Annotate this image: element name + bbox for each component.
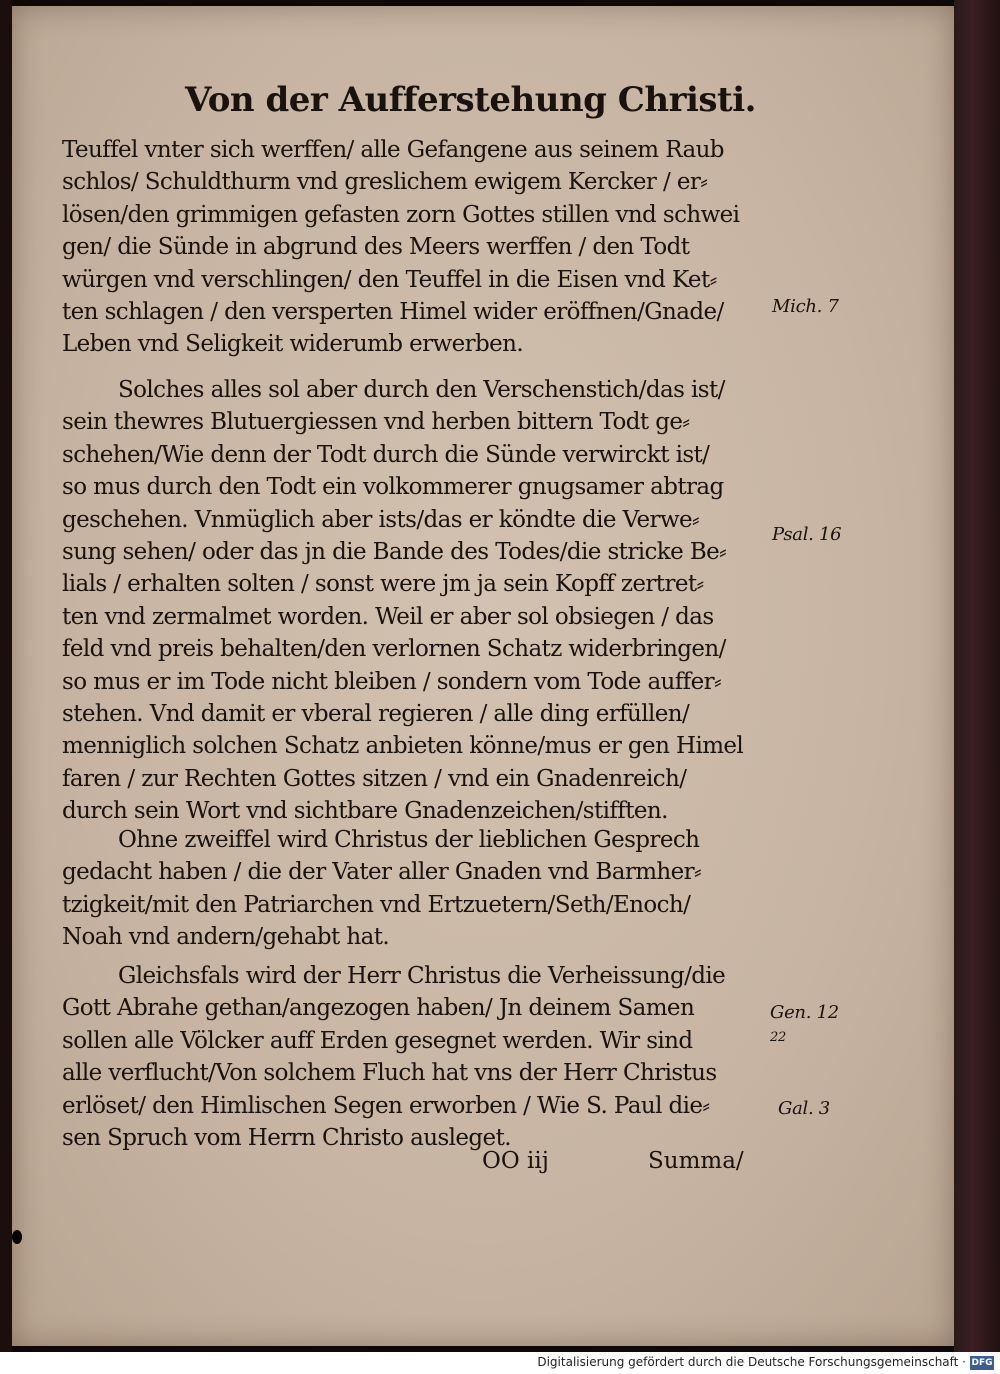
text-line: schehen/Wie denn der Todt durch die Sünde verwirckt ist/	[62, 441, 710, 468]
signature-mark: OO iij	[482, 1148, 549, 1174]
paragraph-3	[62, 824, 772, 954]
text-line: so mus durch den Todt ein volkommerer gnugsamer abtrag	[62, 474, 724, 501]
text-line: gedacht haben / die der Vater aller Gnaden vnd Barmher⸗	[62, 859, 702, 886]
text-line: gen/ die Sünde in abgrund des Meers werffen / den Todt	[62, 234, 690, 261]
text-line: Gleichsfals wird der Herr Christus die Verheissung/die	[118, 963, 726, 989]
text-line: menniglich solchen Schatz anbieten könne/mus er gen Himel	[62, 733, 744, 760]
text-line: so mus er im Tode nicht bleiben / sondern vom Tode auffer⸗	[62, 668, 722, 695]
page-heading: Von der Aufferstehung Christi.	[185, 80, 757, 120]
text-line: lials / erhalten solten / sonst were jm ja sein Kopff zertret⸗	[62, 571, 704, 598]
text-line: geschehen. Vnmüglich aber ists/das er köndte die Verwe⸗	[62, 506, 700, 533]
margin-note-gen: Gen. 12	[770, 1002, 839, 1023]
ink-blot	[12, 1230, 22, 1244]
text-line: lösen/den grimmigen gefasten zorn Gottes stillen vnd schwei	[62, 201, 740, 228]
text-line: stehen. Vnd damit er vberal regieren / alle ding erfüllen/	[62, 700, 690, 727]
paragraph-2	[62, 374, 772, 827]
text-line: Leben vnd Seligkeit widerumb erwerben.	[62, 331, 524, 358]
text-line: Solches alles sol aber durch den Verschenstich/das ist/	[118, 377, 725, 403]
text-line: Noah vnd andern/gehabt hat.	[62, 924, 390, 951]
text-line: alle verflucht/Von solchem Fluch hat vns der Herr Christus	[62, 1060, 717, 1087]
text-line: durch sein Wort vnd sichtbare Gnadenzeichen/stifften.	[62, 798, 668, 825]
text-line: tzigkeit/mit den Patriarchen vnd Ertzuetern/Seth/Enoch/	[62, 891, 691, 918]
paragraph-4	[62, 960, 772, 1154]
right-binding-edge	[954, 0, 1000, 1352]
text-line: sen Spruch vom Herrn Christo ausleget.	[62, 1124, 511, 1151]
text-line: würgen vnd verschlingen/ den Teuffel in die Eisen vnd Ket⸗	[62, 266, 717, 293]
text-line: ten schlagen / den versperten Himel wider eröffnen/Gnade/	[62, 298, 724, 325]
paragraph-1	[62, 134, 772, 361]
margin-note-mich: Mich. 7	[772, 296, 839, 317]
dfg-logo-icon: DFG	[971, 1358, 993, 1368]
margin-note-psal: Psal. 16	[772, 524, 842, 545]
text-line: feld vnd preis behalten/den verlornen Schatz widerbringen/	[62, 636, 726, 663]
text-line: sung sehen/ oder das jn die Bande des Todes/die stricke Be⸗	[62, 538, 727, 565]
text-line: Ohne zweiffel wird Christus der lieblichen Gesprech	[118, 827, 700, 853]
text-line: sein thewres Blutuergiessen vnd herben bittern Todt ge⸗	[62, 409, 690, 436]
funding-credit: Digitalisierung gefördert durch die Deutsche Forschungsgemeinschaft ·	[537, 1355, 966, 1369]
text-line: Teuffel vnter sich werffen/ alle Gefangene aus seinem Raub	[62, 137, 724, 163]
text-line: faren / zur Rechten Gottes sitzen / vnd ein Gnadenreich/	[62, 765, 687, 792]
left-scan-edge	[0, 0, 12, 1352]
text-line: sollen alle Völcker auff Erden gesegnet werden. Wir sind	[62, 1027, 693, 1054]
text-line: erlöset/ den Himlischen Segen erworben / Wie S. Paul die⸗	[62, 1092, 710, 1119]
text-line: ten vnd zermalmet worden. Weil er aber sol obsiegen / das	[62, 603, 714, 630]
catchword: Summa/	[648, 1148, 744, 1174]
text-line: schlos/ Schuldthurm vnd greslichem ewigem Kercker / er⸗	[62, 169, 708, 196]
text-line: Gott Abrahe gethan/angezogen haben/ Jn deinem Samen	[62, 995, 695, 1022]
credit-bar	[0, 1352, 1000, 1374]
margin-note-verse: 22	[770, 1030, 786, 1045]
margin-note-gal: Gal. 3	[778, 1098, 830, 1119]
